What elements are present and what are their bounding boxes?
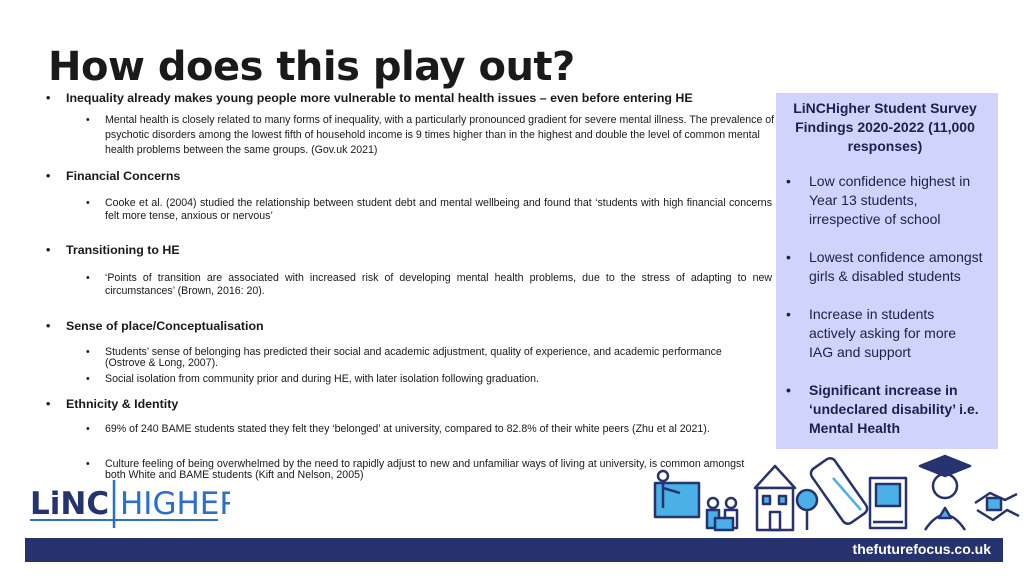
book-icon [870, 478, 906, 528]
logo-part1: LiNC [30, 486, 110, 522]
point-social-isolation: • Social isolation from community prior and during HE, with later isolation following graduation. [86, 373, 539, 385]
footer-bar [25, 538, 1003, 562]
panel-item-iag: • Increase in students actively asking for more IAG and support [786, 306, 957, 360]
point-mental-health-inequality: • Mental health is closely related to many forms of inequality, with a particularly pronounced gradient for severe mental illness. The prevalence of psychotic disorders among the lowest fifth of household income is 9 times higher than in the highest and double the level of common mental health problems between the same groups. (Gov.uk 2021) [86, 114, 775, 156]
point-belonging: • Students’ sense of belonging has predicted their social and academic adjustment, quality of experience, and academic performance (Ostrove & Long, 2007). [86, 346, 722, 369]
page-title: How does this play out? [48, 44, 575, 90]
section-heading-inequality: • Inequality already makes young people more vulnerable to mental health issues – even before entering HE [46, 91, 693, 105]
logo-part2: HIGHER [120, 486, 230, 522]
bullet: • [46, 243, 51, 257]
panel-item-girls-disabled: • Lowest confidence amongst girls & disabled students [786, 249, 983, 284]
point-bame-belonging: • 69% of 240 BAME students stated they felt they ‘belonged’ at university, compared to 82.8% of their white peers (Zhu et al 2021). [86, 423, 710, 435]
section-heading-ethnicity: • Ethnicity & Identity [46, 397, 179, 411]
bullet: • [46, 91, 51, 105]
teacher-board-icon [655, 471, 699, 517]
bullet: • [46, 397, 51, 411]
survey-findings-panel [776, 93, 998, 449]
section-heading-sense-of-place: • Sense of place/Conceptualisation [46, 319, 264, 333]
point-financial-debt: • Cooke et al. (2004) studied the relationship between student debt and mental wellbeing and found that ‘students with high financial concerns felt more tense, anxious or nervous’ [86, 197, 772, 222]
point-culture-overwhelmed: • Culture feeling of being overwhelmed by the need to rapidly adjust to new and unfamiliar ways of living at university, is common amongst both White and BAME students (Kift and Nelson, 2005) [86, 458, 745, 481]
education-illustration [645, 448, 1024, 538]
panel-title: LiNCHigher Student Survey Findings 2020-2022 (11,000 responses) [793, 100, 977, 154]
school-building-icon [755, 466, 795, 530]
linchigher-logo [30, 478, 230, 530]
handshake-icon [975, 493, 1019, 520]
bullet: • [786, 382, 791, 398]
bullet: • [786, 249, 791, 265]
graduate-icon [920, 456, 970, 530]
section-heading-financial: • Financial Concerns [46, 169, 181, 183]
students-icon [707, 498, 737, 530]
bullet: • [86, 346, 90, 358]
diploma-scroll-icon [809, 456, 870, 526]
panel-item-year13: • Low confidence highest in Year 13 students, irrespective of school [786, 173, 971, 227]
footer-url[interactable]: thefuturefocus.co.uk [852, 541, 991, 557]
bullet: • [86, 458, 90, 470]
bullet: • [86, 373, 90, 385]
logo-graphic [30, 478, 230, 530]
bullet: • [86, 197, 90, 209]
section-heading-transitioning: • Transitioning to HE [46, 243, 180, 257]
tree-icon [797, 490, 817, 530]
bullet: • [46, 169, 51, 183]
bullet: • [786, 306, 791, 322]
bullet: • [86, 423, 90, 435]
panel-item-undeclared-disability: • Significant increase in ‘undeclared disability’ i.e. Mental Health [786, 382, 979, 436]
bullet: • [86, 114, 90, 126]
bullet: • [786, 173, 791, 189]
bullet: • [86, 272, 90, 284]
point-transition-risk: • ‘Points of transition are associated with increased risk of developing mental health problems, due to the stress of adapting to new circumstances’ (Brown, 2016: 20). [86, 272, 772, 297]
bullet: • [46, 319, 51, 333]
